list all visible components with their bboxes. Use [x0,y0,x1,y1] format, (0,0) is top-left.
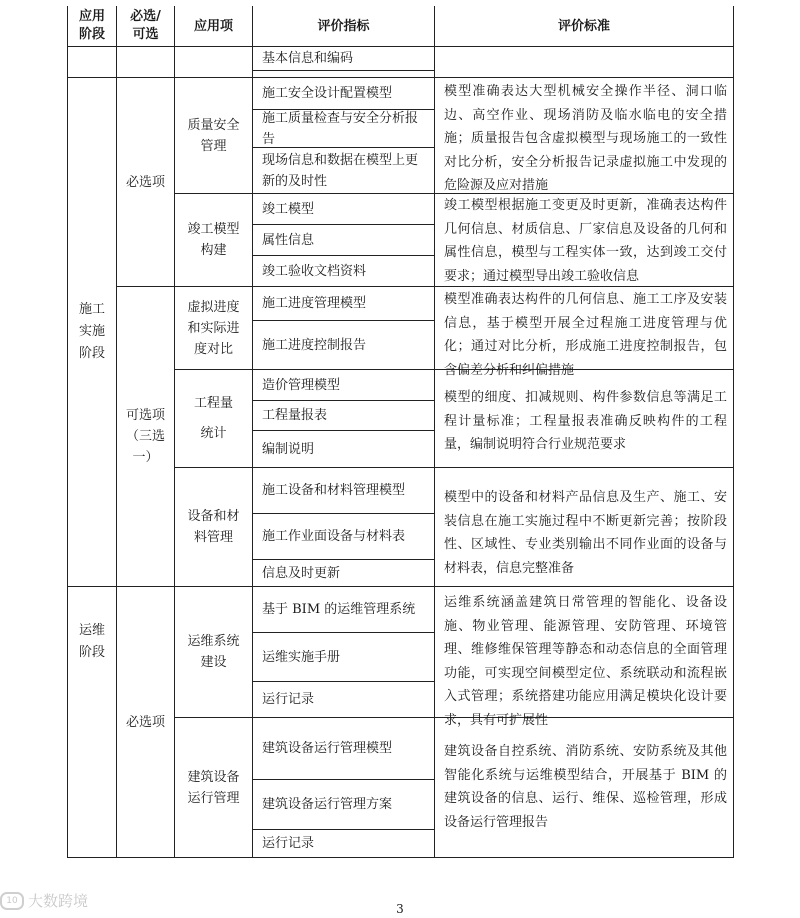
indicator-item: 施工进度管理模型 [262,296,367,311]
indicator-item: 运行记录 [262,836,315,851]
app-om-system: 运维系统 建设 [187,634,240,670]
indicator-item: 施工安全设计配置模型 [262,86,393,101]
standard-om-system: 运维系统涵盖建筑日常管理的智能化、设备设施、物业管理、能源管理、安防管理、环境管理、维修维保管理等静态和动态信息的全面管理功能，可实现空间模型定位、系统联动和流程嵌入式管理；系统搭建功能应用满足模块化设计要求，具有可扩展性 [444,595,727,728]
indicator-item: 施工作业面设备与材料表 [262,529,406,544]
app-equipment: 设备和材 料管理 [187,509,240,545]
indicator-item: 属性信息 [262,232,315,248]
indicator-item: 施工质量检查与安全分析报告 [262,110,419,147]
indicator-item: 运维实施手册 [262,649,341,665]
app-completion-model: 竣工模型 构建 [187,222,240,258]
watermark-logo-icon: 10 [0,892,24,910]
required-label: 必选项 [125,714,165,730]
indicator-item: 施工设备和材料管理模型 [262,483,406,498]
indicator-item: 基于 BIM 的运维管理系统 [262,602,416,617]
standard-quantity: 模型的细度、扣减规则、构件参数信息等满足工程计量标准；工程量报表准确反映构件的工程量，编制说明符合行业规范要求 [444,390,727,452]
standard-building-equipment: 建筑设备自控系统、消防系统、安防系统及其他智能化系统与运维模型结合，开展基于 BIM 的建筑设备的信息、运行、维保、巡检管理，形成设备运行管理报告 [444,744,727,830]
standard-progress: 模型准确表达构件的几何信息、施工工序及安装信息，基于模型开展全过程施工进度管理与优化；通过对比分析，形成施工进度控制报告，包含偏差分析和纠偏措施 [444,292,727,378]
optional-label: 可选项 （三选 一） [125,408,165,465]
indicator-item: 竣工验收文档资料 [262,263,367,279]
standard-equipment: 模型中的设备和材料产品信息及生产、施工、安装信息在施工实施过程中不断更新完善；按阶段性、区域性、专业类别输出不同作业面的设备与材料表，信息完整准备 [444,490,727,576]
indicator-item: 现场信息和数据在模型上更新的及时性 [262,152,419,189]
table-border-bottom [67,857,734,858]
watermark-text: 大数跨境 [28,892,89,910]
indicator-item: 工程量报表 [262,408,328,423]
required-label: 必选项 [125,174,165,190]
indicator-item: 建筑设备运行管理模型 [262,741,393,756]
page-number: 3 [396,902,404,916]
standard-quality-safety: 模型准确表达大型机械安全操作半径、洞口临边、高空作业、现场消防及临水临电的安全措施；质量报告包含虚拟模型与现场施工的一致性对比分析，安全分析报告记录虚拟施工中发现的危险源及应对措施 [444,84,727,193]
app-progress: 虚拟进度 和实际进 度对比 [187,299,240,357]
indicator-item: 信息及时更新 [262,565,341,581]
header-indicator: 评价指标 [317,18,370,34]
row-divider [252,70,434,71]
indicator-item: 施工进度控制报告 [262,337,367,353]
indicator-item: 运行记录 [262,692,315,707]
header-stage: 应用 阶段 [78,9,105,42]
app-quality-safety: 质量安全 管理 [187,117,240,154]
stage-operation: 运维 阶段 [78,623,105,660]
standard-completion-model: 竣工模型根据施工变更及时更新，准确表达构件几何信息、材质信息、厂家信息及设备的几何和属性信息，模型与工程实体一致，达到竣工交付要求；通过模型导出竣工验收信息 [444,198,727,284]
header-application: 应用项 [193,18,233,34]
table-border-right [733,6,734,857]
indicator-item: 建筑设备运行管理方案 [262,797,393,812]
indicator-basic-info: 基本信息和编码 [262,51,354,66]
app-building-equipment: 建筑设备 运行管理 [187,769,240,806]
header-required: 必选/ 可选 [130,9,161,42]
stage-construction: 施工 实施 阶段 [78,302,105,361]
app-quantity: 工程量 统计 [193,395,233,441]
indicator-item: 编制说明 [262,441,315,457]
watermark [0,890,88,911]
header-standard: 评价标准 [557,18,610,34]
indicator-item: 竣工模型 [262,201,315,217]
indicator-item: 造价管理模型 [262,377,341,393]
